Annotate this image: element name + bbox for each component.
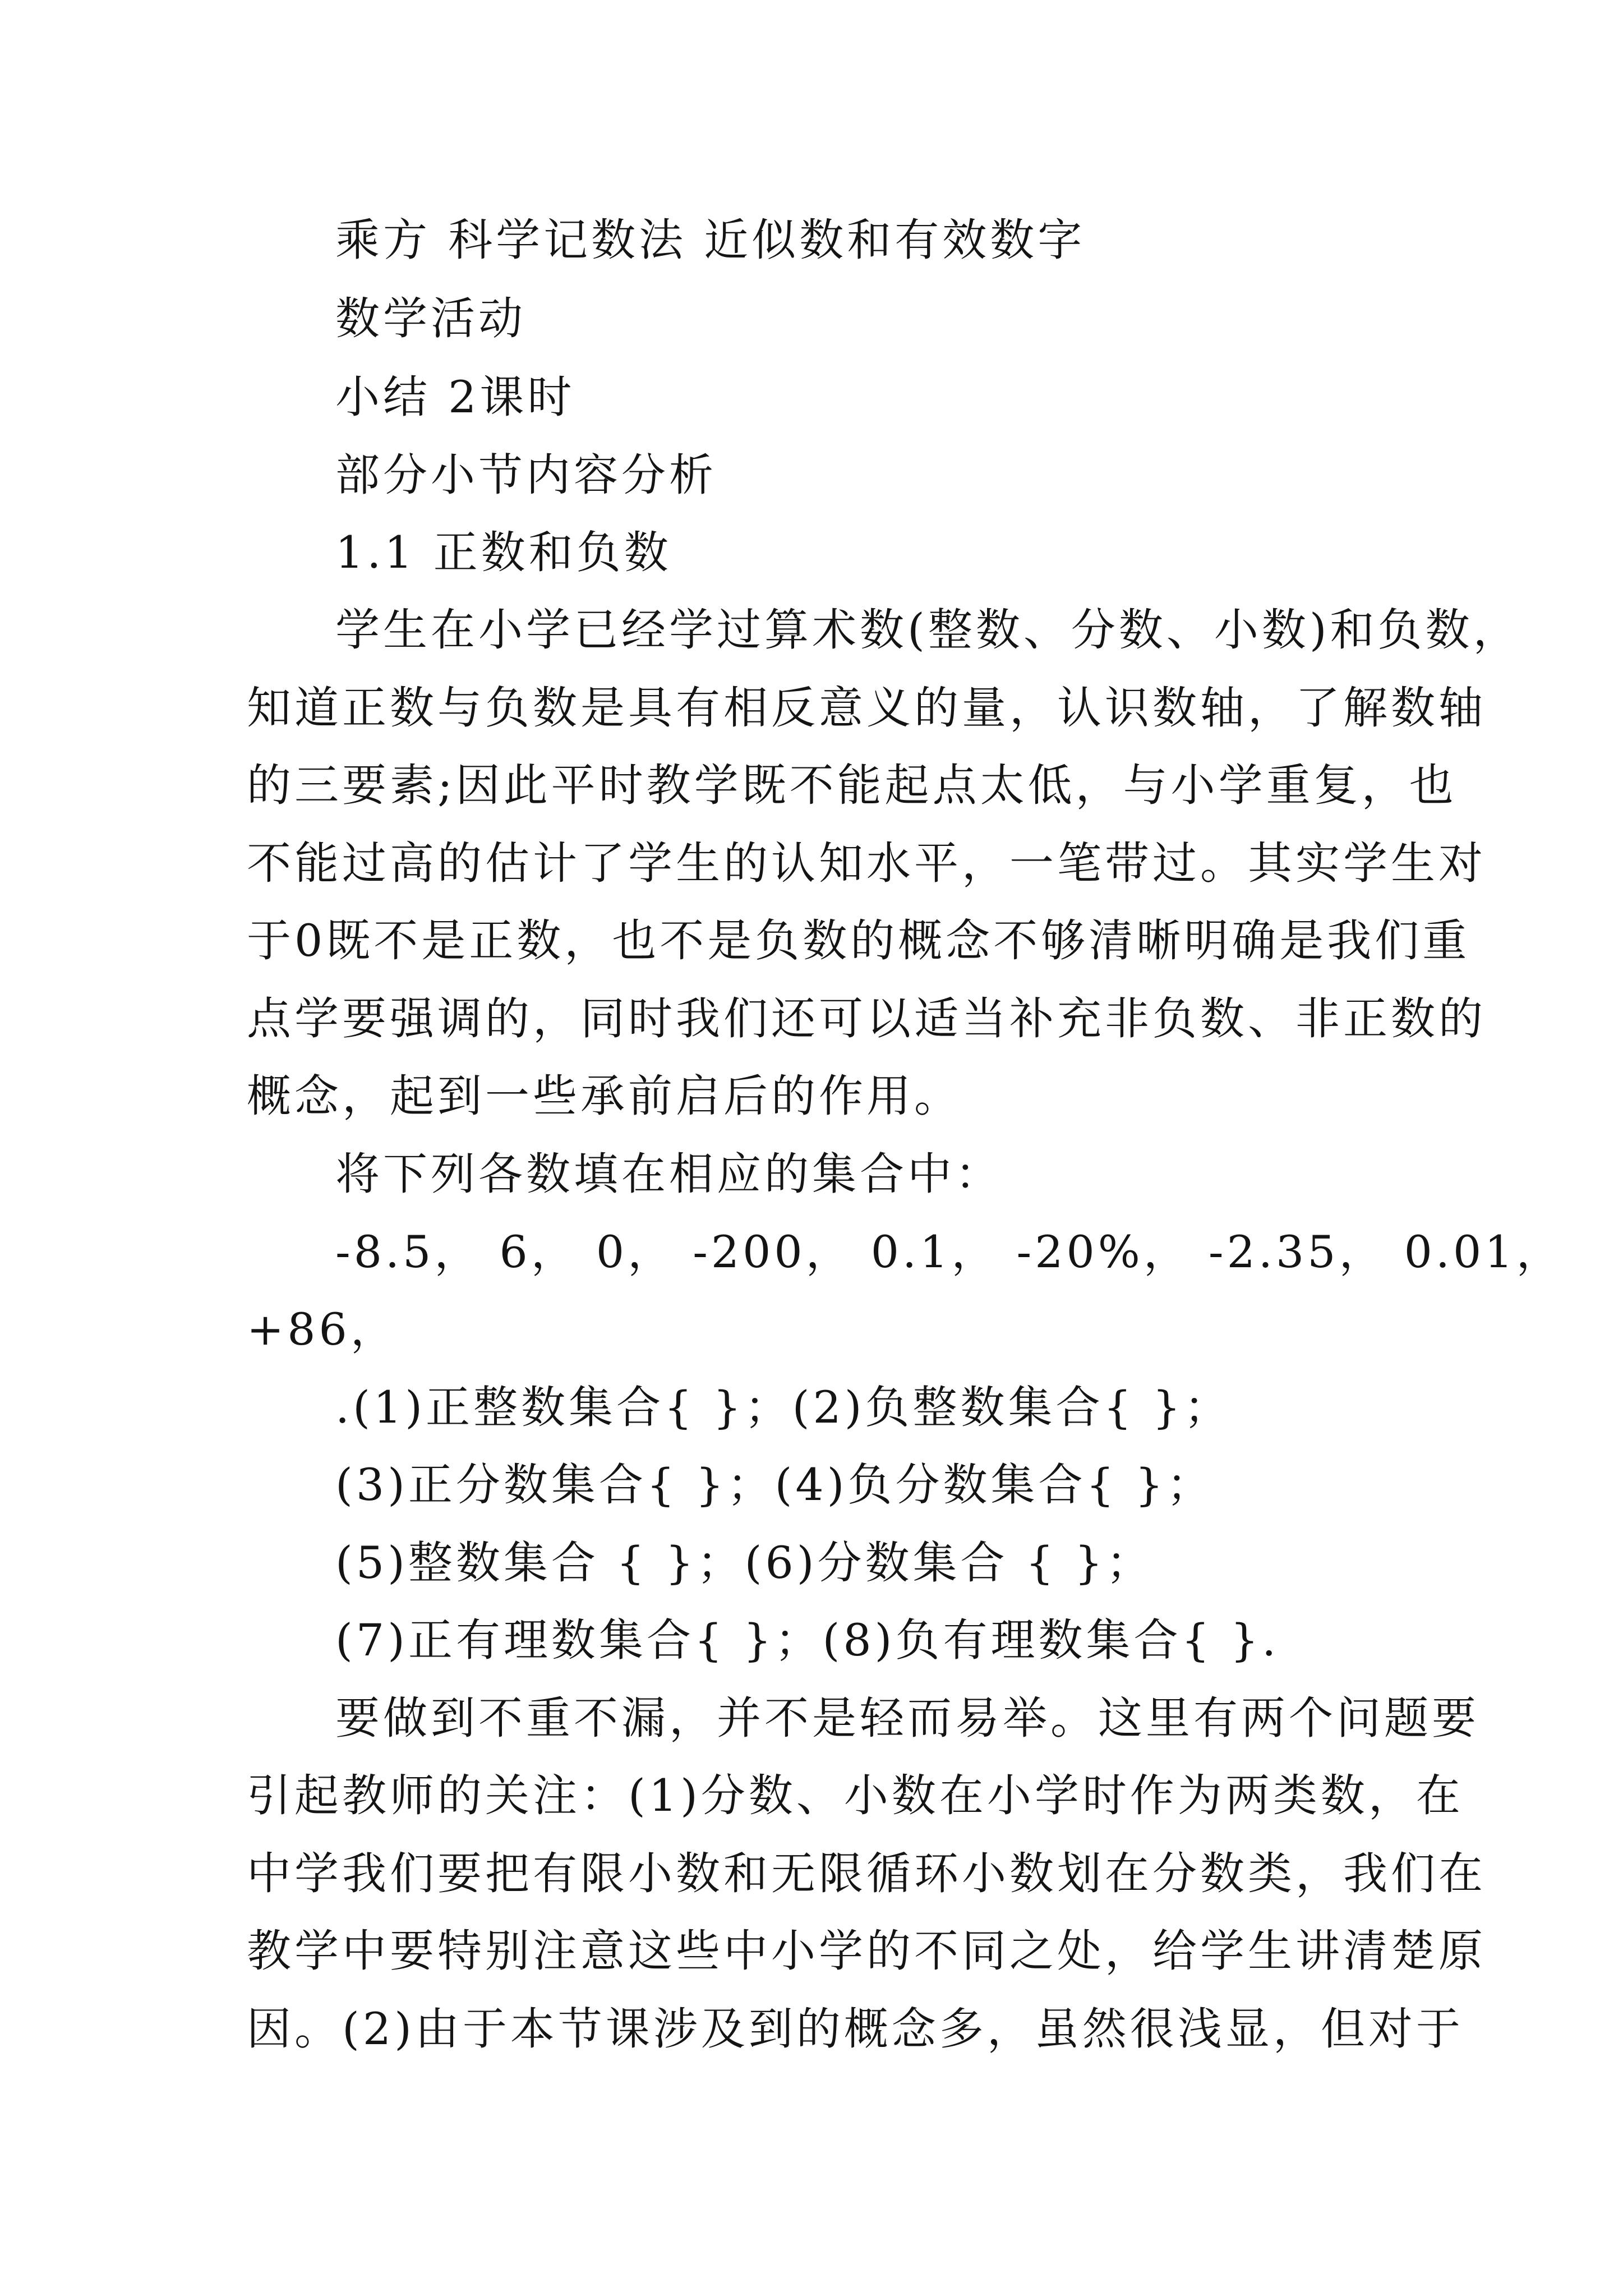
exercise-item: (3)正分数集合{ }；(4)负分数集合{ }；: [335, 1459, 1215, 1511]
exercise-numbers: -8.5， 6， 0， -200， 0.1， -20%， -2.35， 0.01，: [335, 1226, 1564, 1278]
paragraph-line: 的三要素;因此平时教学既不能起点太低，与小学重复，也: [247, 760, 1457, 811]
exercise-item: .(1)正整数集合{ }；(2)负整数集合{ }；: [335, 1382, 1232, 1433]
exercise-numbers-continued: +86，: [247, 1304, 398, 1355]
paragraph-line: 知道正数与负数是具有相反意义的量，认识数轴，了解数轴: [247, 682, 1486, 734]
text-line-chapter-topic: 乘方 科学记数法 近似数和有效数字: [335, 214, 1086, 266]
paragraph-line: 要做到不重不漏，并不是轻而易举。这里有两个问题要: [335, 1692, 1479, 1744]
subsection-heading: 1.1 正数和负数: [335, 527, 672, 578]
paragraph-line: 不能过高的估计了学生的认知水平，一笔带过。其实学生对: [247, 838, 1486, 889]
paragraph-line: 教学中要特别注意这些中小学的不同之处，给学生讲清楚原: [247, 1925, 1486, 1977]
paragraph-line: 点学要强调的，同时我们还可以适当补充非负数、非正数的: [247, 993, 1486, 1045]
text-line-summary: 小结 2课时: [335, 371, 575, 423]
exercise-item: (5)整数集合 { }；(6)分数集合 { }；: [335, 1537, 1154, 1589]
paragraph-line: 概念，起到一些承前启后的作用。: [247, 1070, 962, 1122]
paragraph-line: 于0既不是正数，也不是负数的概念不够清晰明确是我们重: [247, 915, 1470, 967]
paragraph-line: 学生在小学已经学过算术数(整数、分数、小数)和负数，: [335, 604, 1521, 656]
exercise-item: (7)正有理数集合{ }；(8)负有理数集合{ }.: [335, 1614, 1280, 1666]
text-line-math-activity: 数学活动: [335, 293, 526, 344]
section-heading: 部分小节内容分析: [335, 449, 717, 501]
exercise-instruction: 将下列各数填在相应的集合中：: [335, 1148, 1003, 1200]
paragraph-line: 引起教师的关注：(1)分数、小数在小学时作为两类数，在: [247, 1770, 1464, 1821]
paragraph-line: 因。(2)由于本节课涉及到的概念多，虽然很浅显，但对于: [247, 2003, 1464, 2055]
paragraph-line: 中学我们要把有限小数和无限循环小数划在分数类，我们在: [247, 1848, 1486, 1899]
